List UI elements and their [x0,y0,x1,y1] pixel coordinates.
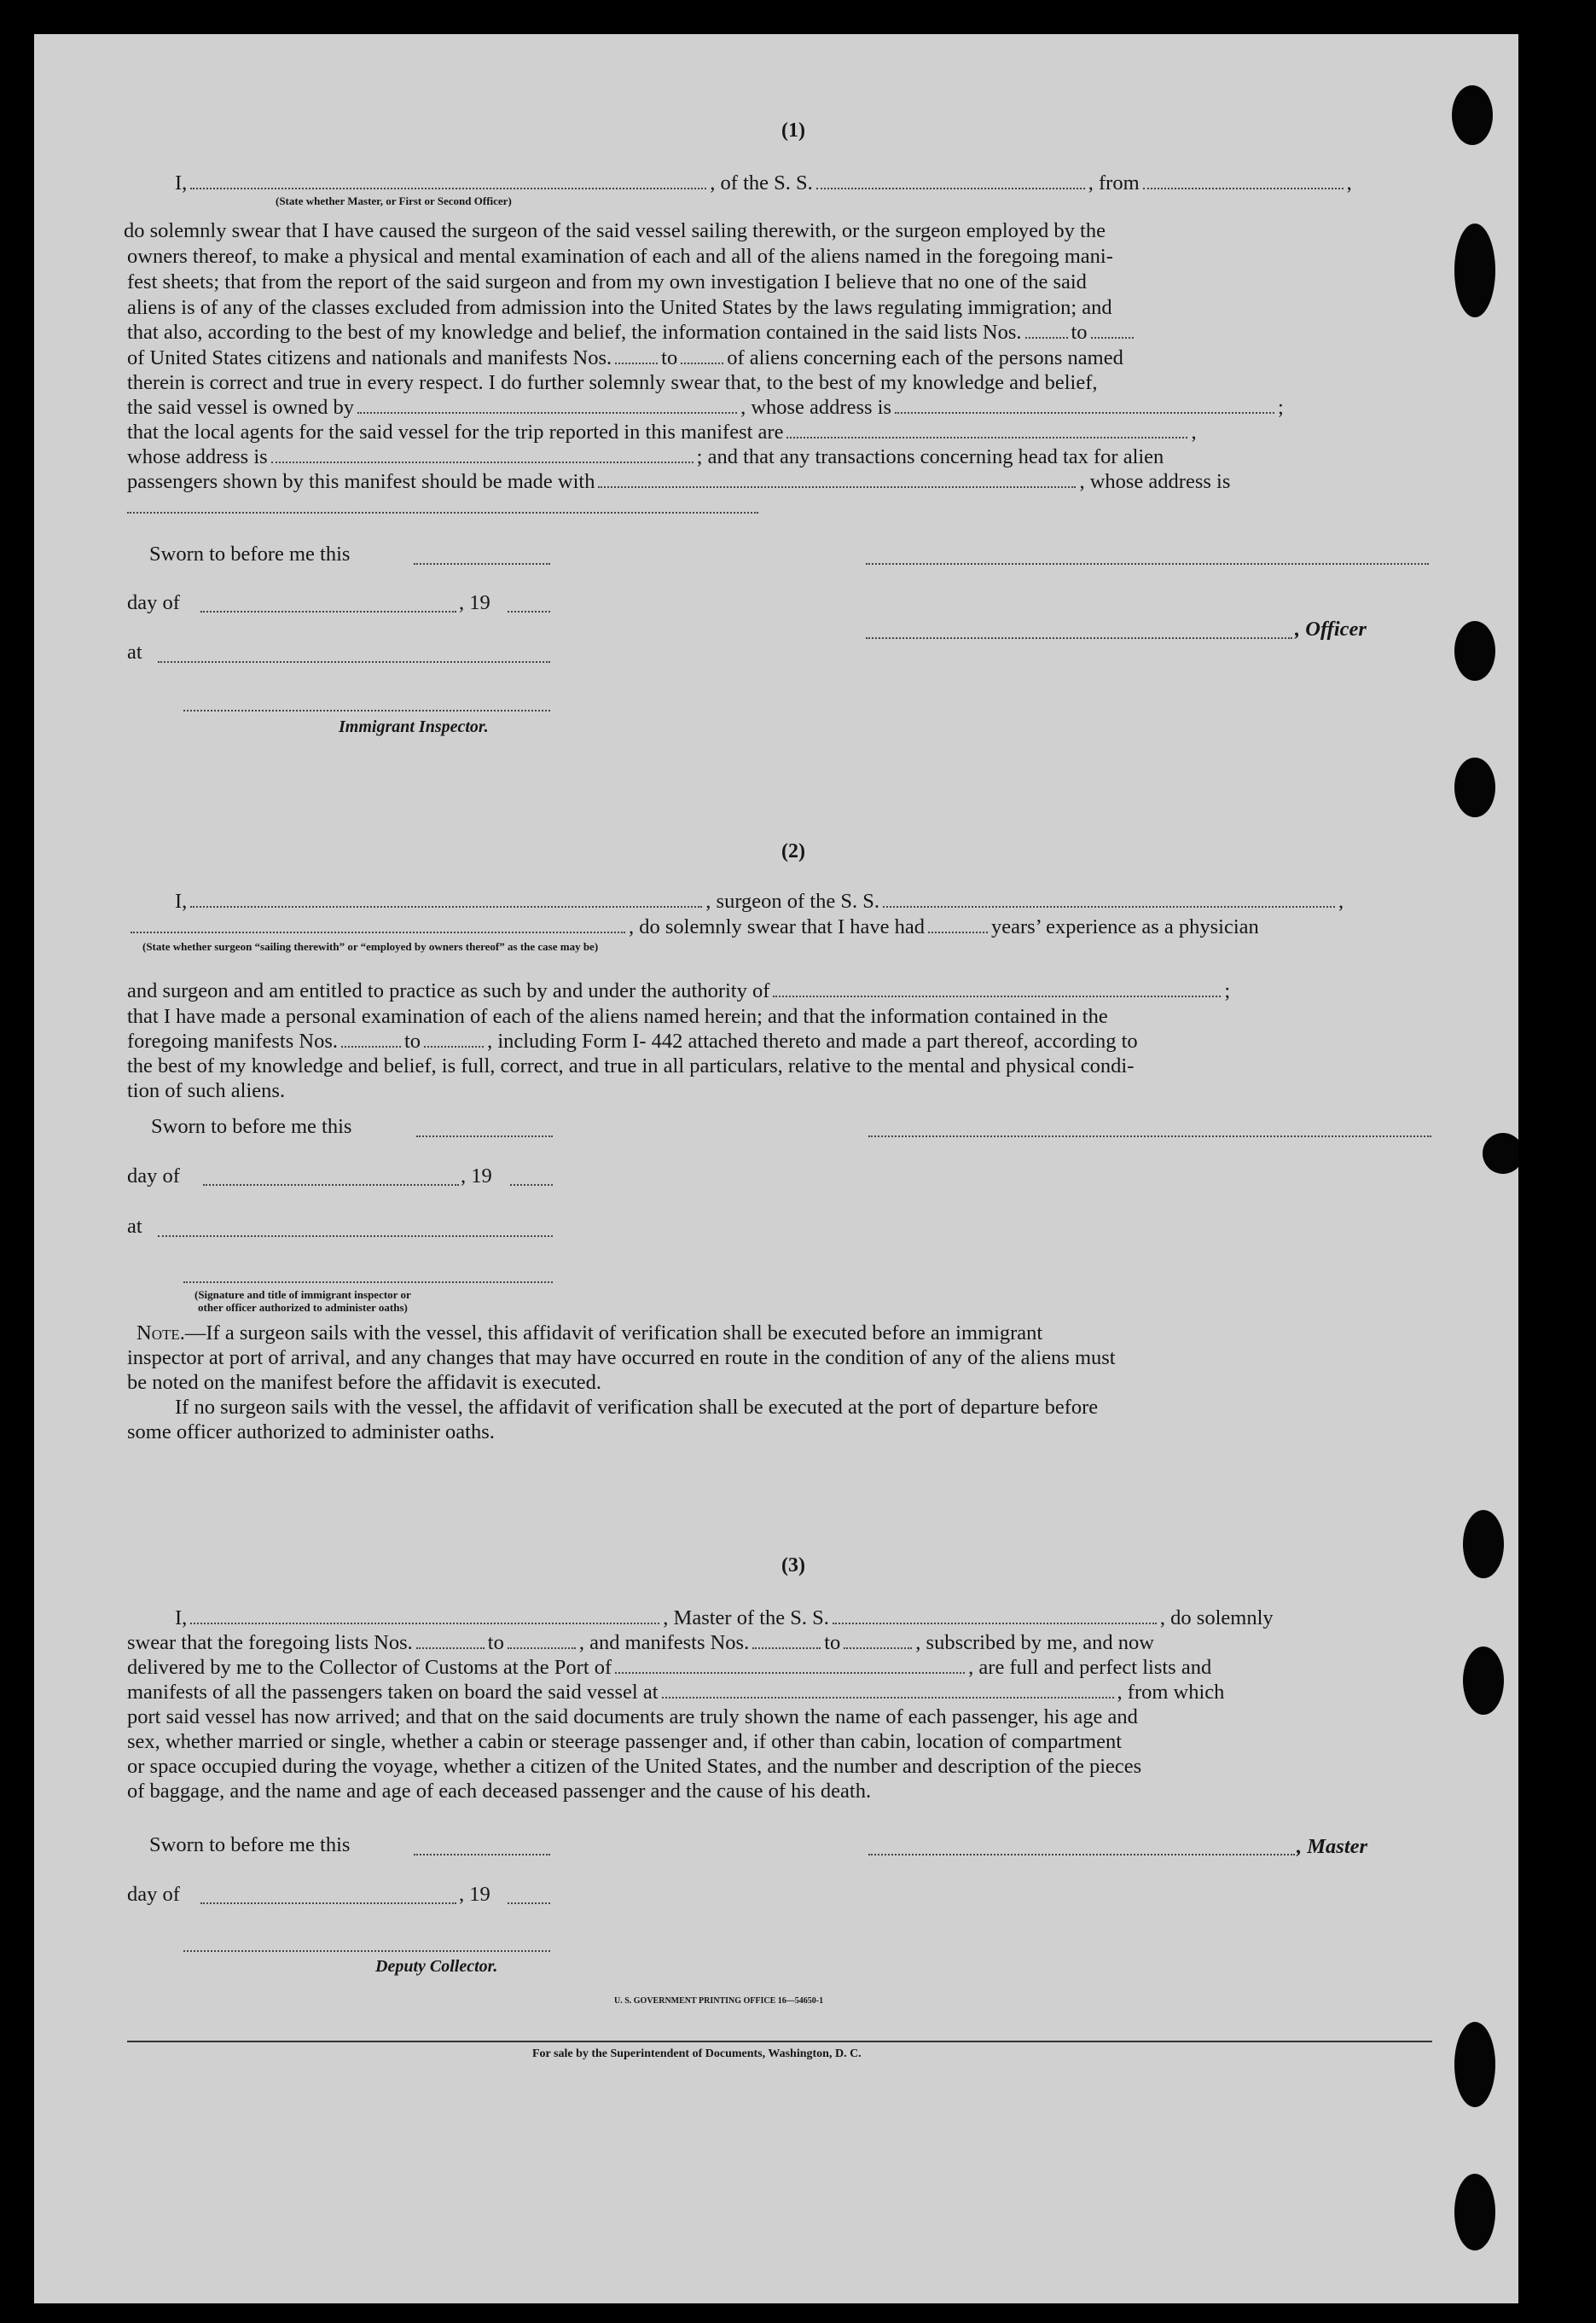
s1-at-label: at [127,641,142,664]
s1-officer-signature-field[interactable] [866,563,1429,565]
head-tax-address-field[interactable] [127,512,758,514]
s1-para-line: passengers shown by this manifest should be made with , whose address is [127,470,1231,493]
s1-para-line: that the local agents for the said vessel for the trip reported in this manifest are , [127,421,1197,444]
s3-sworn-label: Sworn to before me this [149,1833,351,1856]
officer-rank-field[interactable] [190,188,706,189]
punch-hole [1454,758,1495,817]
s1-sworn-date-field[interactable] [414,563,550,565]
note-line: some officer authorized to administer oaths. [127,1420,495,1443]
s2-inspector-signature-field[interactable] [183,1281,553,1283]
s3-dayof-label: day of [127,1883,180,1906]
punch-hole [1463,1510,1504,1578]
practice-authority-field[interactable] [773,996,1221,997]
s1-officer-name-field[interactable] [866,637,1292,639]
s2-manifests-to-field[interactable] [424,1046,484,1048]
s3-para-line: of baggage, and the name and age of each deceased passenger and the cause of his death. [127,1780,872,1803]
s1-officer-note: (State whether Master, or First or Second Officer) [276,195,512,207]
s1-para-line: owners thereof, to make a physical and mental examination of each and all of the aliens named in the foregoing mani- [127,245,1113,268]
s2-year-field[interactable] [510,1184,553,1186]
section-2-heading: (2) [781,840,805,862]
footer-rule [127,2041,1432,2042]
s3-para-line: or space occupied during the voyage, whether a citizen of the United States, and the number and description of the pieces [127,1755,1142,1778]
s2-at-label: at [127,1215,142,1238]
s2-para-line: and surgeon and am entitled to practice as such by and under the authority of ; [127,979,1231,1002]
s3-month-field[interactable] [200,1902,456,1904]
years-experience-field[interactable] [928,932,988,933]
manifests-to-field[interactable] [681,363,723,364]
s3-master-signature-field[interactable] [868,1854,1295,1855]
section-1-heading: (1) [781,119,805,142]
s3-collector-label: Deputy Collector. [375,1957,498,1976]
s1-para-line: aliens is of any of the classes excluded from admission into the United States by the laws regulating immigration; and [127,296,1112,319]
s3-line-1: I, , Master of the S. S. , do solemnly [175,1606,1274,1629]
s2-para-line: foregoing manifests Nos. to , including Form I- 442 attached thereto and made a part thereof, according to [127,1030,1138,1053]
s1-para-line: whose address is ; and that any transactions concerning head tax for alien [127,445,1164,468]
lists-to-field[interactable] [1091,337,1134,339]
s3-line-4: manifests of all the passengers taken on board the said vessel at , from which [127,1681,1225,1704]
note-line: be noted on the manifest before the affidavit is executed. [127,1371,602,1394]
punch-hole [1463,1646,1504,1715]
s3-line-3: delivered by me to the Collector of Customs at the Port of , are full and perfect lists and [127,1656,1212,1679]
s2-surgeon-signature-field[interactable] [868,1135,1431,1137]
note-label: Note. [136,1321,185,1344]
s3-vessel-field[interactable] [833,1623,1157,1624]
from-port-field[interactable] [1143,188,1344,189]
port-field[interactable] [615,1672,965,1674]
punch-hole [1454,621,1495,681]
punch-hole [1454,2174,1495,2250]
s2-sworn-label: Sworn to before me this [151,1115,352,1138]
s2-sworn-date-field[interactable] [416,1135,553,1137]
s2-line-2: , do solemnly swear that I have had years’ experience as a physician [127,915,1432,940]
s3-para-line: port said vessel has now arrived; and that on the said documents are truly shown the name of each passenger, his age and [127,1705,1138,1728]
s1-para-line: that also, according to the best of my knowledge and belief, the information contained in the said lists Nos. to [127,320,1432,346]
local-agents-field[interactable] [786,437,1187,438]
s1-officer-label: , Officer [1295,618,1367,641]
s1-para-line: the said vessel is owned by , whose address is ; [127,396,1284,419]
s2-month-field[interactable] [203,1184,459,1186]
s1-para-line: do solemnly swear that I have caused the surgeon of the said vessel sailing therewith, or the surgeon employed by the [124,219,1106,242]
punch-hole [1483,1133,1518,1174]
boarding-port-field[interactable] [662,1697,1114,1699]
s2-para-line: that I have made a personal examination of each of the aliens named herein; and that the information contained in the [127,1005,1108,1028]
surgeon-status-field[interactable] [131,932,625,933]
s3-lists-from-field[interactable] [416,1647,485,1649]
s2-line-1: I, , surgeon of the S. S. , [175,890,1344,913]
s2-para-line: the best of my knowledge and belief, is full, correct, and true in all particulars, relative to the mental and physical condi- [127,1054,1135,1077]
note-line: inspector at port of arrival, and any changes that may have occurred en route in the condition of any of the aliens must [127,1346,1116,1369]
s3-year-field[interactable] [508,1902,550,1904]
s1-inspector-signature-field[interactable] [183,710,550,711]
s1-para-line: fest sheets; that from the report of the said surgeon and from my own investigation I believe that no one of the said [127,270,1087,293]
s2-year-prefix: , 19 [461,1164,492,1188]
s1-month-field[interactable] [200,611,456,613]
head-tax-contact-field[interactable] [598,486,1076,488]
s2-dayof-label: day of [127,1164,180,1188]
s1-dayof-label: day of [127,591,180,614]
s1-para-line: therein is correct and true in every respect. I do further solemnly swear that, to the best of my knowledge and belief, [127,371,1098,394]
s3-collector-signature-field[interactable] [183,1950,550,1952]
owner-address-field[interactable] [895,412,1274,414]
note-line: Note.—If a surgeon sails with the vessel, this affidavit of verification shall be executed before an immigrant [136,1321,1043,1344]
section-3-heading: (3) [781,1554,805,1577]
s2-para-line: tion of such aliens. [127,1079,286,1102]
manifest-verification-form [34,34,1518,2303]
s2-vessel-field[interactable] [883,906,1335,908]
s1-para-line: of United States citizens and nationals and manifests Nos. to of aliens concerning each of the persons named [127,346,1123,369]
s1-line-1: I, , of the S. S. , from , [175,171,1352,195]
s3-master-label: , Master [1297,1835,1368,1858]
s3-para-line: sex, whether married or single, whether a cabin or steerage passenger and, if other than cabin, location of compartment [127,1730,1123,1753]
lists-from-field[interactable] [1025,337,1068,339]
master-name-field[interactable] [190,1623,659,1624]
s1-year-field[interactable] [508,611,550,613]
s1-sworn-label: Sworn to before me this [149,543,351,566]
agents-address-field[interactable] [271,462,694,463]
surgeon-name-field[interactable] [190,906,702,908]
s1-year-prefix: , 19 [459,591,490,614]
s2-status-note: (State whether surgeon “sailing therewith” or “employed by owners thereof” as the case may be) [142,940,599,953]
s2-place-field[interactable] [158,1235,553,1237]
vessel-owner-field[interactable] [357,412,737,414]
s1-place-field[interactable] [158,661,550,663]
punch-hole [1454,2022,1495,2107]
s2-signature-note: (Signature and title of immigrant inspector or [194,1288,411,1301]
s3-year-prefix: , 19 [459,1883,490,1906]
printer-imprint: U. S. GOVERNMENT PRINTING OFFICE 16—54650-1 [614,1996,824,2006]
sale-notice: For sale by the Superintendent of Documents, Washington, D. C. [532,2047,862,2060]
s3-lists-to-field[interactable] [508,1647,576,1649]
s3-line-2: swear that the foregoing lists Nos. to , and manifests Nos. to , subscribed by me, and now [127,1631,1154,1654]
s3-manifests-from-field[interactable] [752,1647,821,1649]
note-line: If no surgeon sails with the vessel, the affidavit of verification shall be executed at the port of departure before [175,1396,1099,1419]
s1-inspector-label: Immigrant Inspector. [339,717,489,736]
punch-hole [1452,85,1493,145]
manifests-from-field[interactable] [615,363,658,364]
s3-sworn-date-field[interactable] [414,1854,550,1855]
s3-manifests-to-field[interactable] [844,1647,912,1649]
s2-manifests-from-field[interactable] [341,1046,401,1048]
s2-signature-note: other officer authorized to administer oaths) [198,1301,408,1314]
vessel-name-field[interactable] [816,188,1085,189]
punch-hole [1454,224,1495,317]
